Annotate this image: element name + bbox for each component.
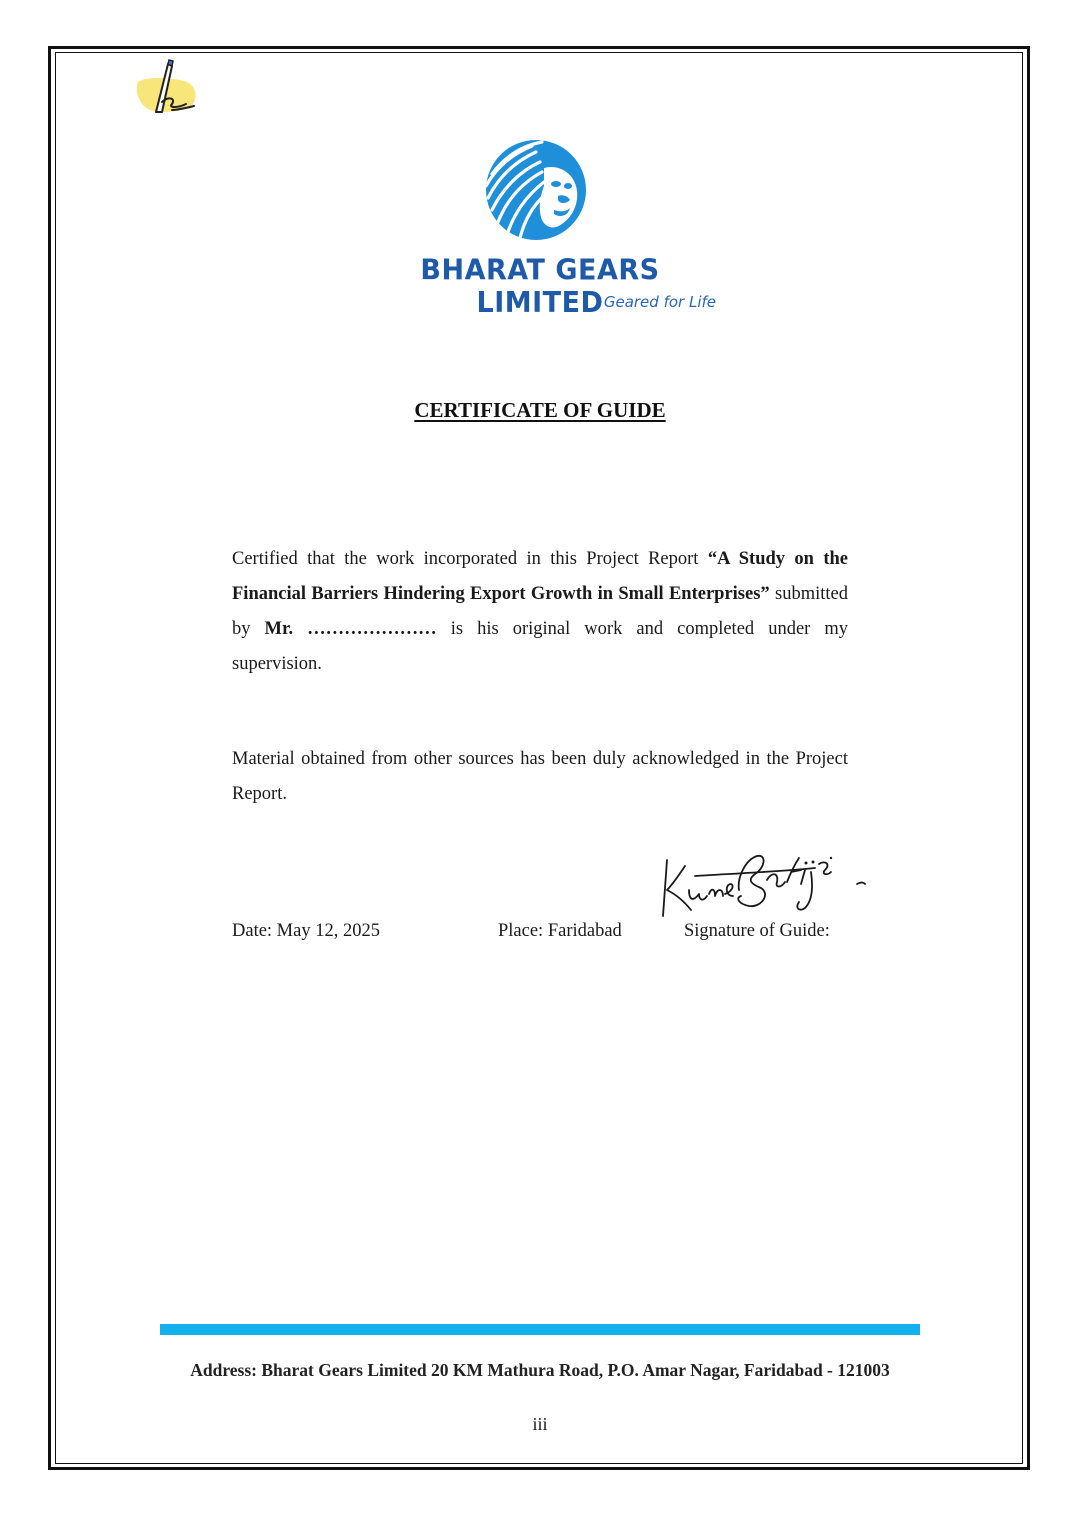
acknowledgement-paragraph: Material obtained from other sources has been duly acknowledged in the Project Report. <box>232 749 848 804</box>
lion-emblem-icon <box>484 138 588 242</box>
certificate-title: CERTIFICATE OF GUIDE <box>414 398 666 422</box>
project-title: “A Study on the Financial Barriers Hindering Export Growth in Small Enterprises” <box>232 549 848 604</box>
certification-rest: is his original work and completed under my supervision. <box>232 619 848 674</box>
signature-label: Signature of Guide: <box>684 921 830 941</box>
pen-note-icon[interactable] <box>132 58 204 118</box>
company-address: Address: Bharat Gears Limited 20 KM Mathura Road, P.O. Amar Nagar, Faridabad - 121003 <box>190 1360 890 1380</box>
student-name-blank: Mr. ………………… <box>264 619 437 639</box>
submitted-by-text: submitted by <box>232 584 848 639</box>
handwritten-signature <box>655 838 880 928</box>
company-tagline: Geared for Life <box>603 293 716 311</box>
certification-paragraph <box>232 542 848 682</box>
date-text: Date: May 12, 2025 <box>232 921 380 941</box>
page-number: iii <box>532 1414 548 1434</box>
footer-divider-bar <box>160 1324 920 1335</box>
place-text: Place: Faridabad <box>498 921 622 941</box>
certification-intro: Certified that the work incorporated in this Project Report <box>232 549 708 569</box>
company-name: BHARAT GEARS LIMITED <box>420 254 660 320</box>
